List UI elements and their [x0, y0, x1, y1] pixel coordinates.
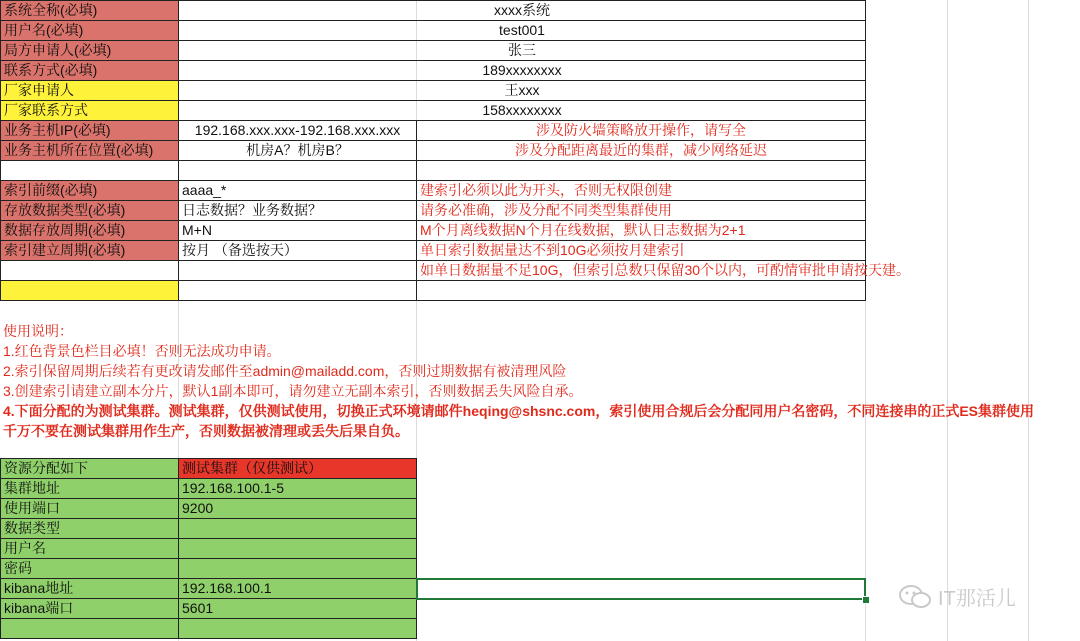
form-value-cell[interactable]: test001	[178, 20, 866, 41]
form-label: 索引前缀(必填)	[0, 180, 179, 201]
resource-header-label: 资源分配如下	[0, 458, 179, 479]
form-label: 存放数据类型(必填)	[0, 200, 179, 221]
form-value-cell[interactable]: xxxx系统	[178, 0, 866, 21]
form-value-cell[interactable]: 192.168.xxx.xxx-192.168.xxx.xxx	[178, 120, 417, 141]
instruction-item: 2.索引保留周期后续若有更改请发邮件至admin@mailadd.com，否则过期数据有被清理风险	[3, 363, 567, 379]
resource-value[interactable]: 9200	[178, 498, 417, 519]
fill-handle[interactable]	[862, 596, 870, 604]
resource-value[interactable]	[178, 558, 417, 579]
form-label: 厂家联系方式	[0, 100, 179, 121]
blank-cell[interactable]	[178, 280, 417, 301]
blank-cell[interactable]	[416, 160, 866, 181]
wechat-icon	[898, 584, 932, 610]
resource-label	[0, 618, 179, 639]
form-value-cell[interactable]: aaaa_*	[178, 180, 417, 201]
form-value-cell[interactable]: 机房A？机房B？	[178, 140, 417, 161]
form-note: 建索引必须以此为开头，否则无权限创建	[416, 180, 866, 201]
form-label: 数据存放周期(必填)	[0, 220, 179, 241]
watermark-text: IT那活儿	[938, 588, 1016, 610]
form-extra-note: 如单日数据量不足10G，但索引总数只保留30个以内，可酌情审批申请按天建。	[416, 260, 866, 281]
form-label: 业务主机所在位置(必填)	[0, 140, 179, 161]
form-value-cell[interactable]: M+N	[178, 220, 417, 241]
form-note: M个月离线数据N个月在线数据，默认日志数据为2+1	[416, 220, 866, 241]
resource-value[interactable]: 5601	[178, 598, 417, 619]
form-value-cell[interactable]: 189xxxxxxxx	[178, 60, 866, 81]
form-value-cell[interactable]: 张三	[178, 40, 866, 61]
resource-label: 数据类型	[0, 518, 179, 539]
resource-value[interactable]: 192.168.100.1	[178, 578, 417, 599]
resource-label: kibana端口	[0, 598, 179, 619]
watermark	[898, 582, 1016, 611]
form-note: 涉及防火墙策略放开操作，请写全	[416, 120, 866, 141]
resource-value[interactable]: 192.168.100.1-5	[178, 478, 417, 499]
resource-value[interactable]	[178, 538, 417, 559]
form-value-cell[interactable]: 日志数据？业务数据？	[178, 200, 417, 221]
resource-label: 使用端口	[0, 498, 179, 519]
form-value-cell[interactable]: 王xxx	[178, 80, 866, 101]
form-note: 单日索引数据量达不到10G必须按月建索引	[416, 240, 866, 261]
instructions-title: 使用说明：	[3, 323, 73, 339]
instruction-item: 3.创建索引请建立副本分片，默认1副本即可，请勿建立无副本索引，否则数据丢失风险自承。	[3, 383, 583, 399]
form-label: 联系方式(必填)	[0, 60, 179, 81]
form-value-cell[interactable]: 158xxxxxxxx	[178, 100, 866, 121]
resource-label: 用户名	[0, 538, 179, 559]
resource-value[interactable]	[178, 518, 417, 539]
form-note: 涉及分配距离最近的集群，减少网络延迟	[416, 140, 866, 161]
instruction-item: 千万不要在测试集群用作生产，否则数据被清理或丢失后果自负。	[3, 423, 409, 439]
resource-label: 集群地址	[0, 478, 179, 499]
active-cell-selection[interactable]	[416, 578, 866, 600]
blank-cell[interactable]	[0, 260, 179, 281]
resource-value[interactable]	[178, 618, 417, 639]
resource-header-value: 测试集群（仅供测试）	[178, 458, 417, 479]
form-value-cell[interactable]: 按月 （备选按天）	[178, 240, 417, 261]
form-label: 局方申请人(必填)	[0, 40, 179, 61]
blank-cell[interactable]	[178, 260, 417, 281]
form-label: 用户名(必填)	[0, 20, 179, 41]
blank-cell[interactable]	[0, 280, 179, 301]
blank-cell[interactable]	[178, 160, 417, 181]
form-label: 索引建立周期(必填)	[0, 240, 179, 261]
blank-cell[interactable]	[416, 280, 866, 301]
instruction-item: 1.红色背景色栏目必填！否则无法成功申请。	[3, 343, 281, 359]
resource-label: kibana地址	[0, 578, 179, 599]
blank-cell[interactable]	[0, 160, 179, 181]
form-label: 厂家申请人	[0, 80, 179, 101]
form-note: 请务必准确，涉及分配不同类型集群使用	[416, 200, 866, 221]
resource-label: 密码	[0, 558, 179, 579]
instruction-item: 4.下面分配的为测试集群。测试集群，仅供测试使用，切换正式环境请邮件heqing@shsnc.com，索引使用合规后会分配同用户名密码，不同连接串的正式ES集群使用	[3, 403, 1035, 419]
form-label: 系统全称(必填)	[0, 0, 179, 21]
form-label: 业务主机IP(必填)	[0, 120, 179, 141]
